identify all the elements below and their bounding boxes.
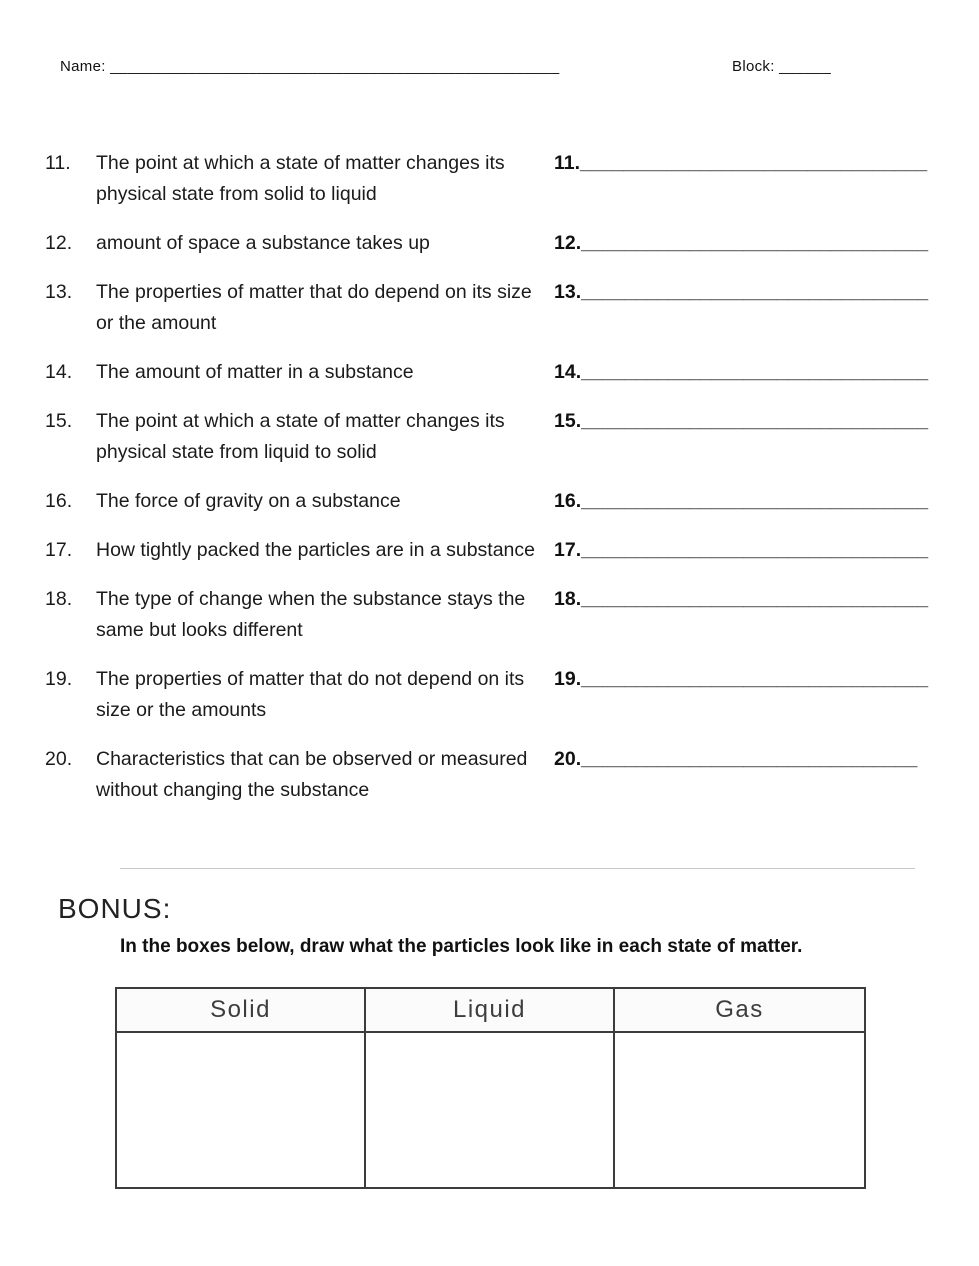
answer-line: ________________________________ [581,361,929,383]
question-row [45,406,937,468]
draw-box-liquid [366,1033,615,1187]
question-number: 16. [45,490,73,512]
question-row [45,486,937,517]
answer-number: 11. [554,152,581,174]
draw-box-gas [615,1033,864,1187]
name-field [60,58,560,75]
answer-number: 14. [554,361,582,383]
answer-line: ________________________________ [581,668,929,690]
question-text: The properties of matter that do not depend on its size or the amounts [96,668,525,721]
answer-line: ________________________________ [580,152,928,174]
question-number: 15. [45,410,73,432]
header [60,58,919,75]
answer-number: 19. [554,668,582,690]
answer-number: 15. [554,410,582,432]
question-number: 17. [45,539,73,561]
question-row [45,148,937,210]
question-number: 20. [45,748,73,770]
answer-blank [536,228,937,259]
answer-number: 18. [554,588,582,610]
question-text: Characteristics that can be observed or measured without changing the substance [96,748,528,801]
bonus-instruction: In the boxes below, draw what the particles look like in each state of matter. [120,936,803,957]
question-number: 19. [45,668,73,690]
question-number: 11. [45,152,71,174]
question-number: 13. [45,281,73,303]
question-number: 18. [45,588,73,610]
table-header-liquid: Liquid [366,989,615,1033]
answer-line: ________________________________ [581,490,929,512]
name-label: Name: [60,58,106,75]
answer-blank [536,148,937,179]
answer-blank [536,357,937,388]
answer-number: 12. [554,232,582,254]
question-number: 14. [45,361,73,383]
question-text: amount of space a substance takes up [96,232,430,254]
question-text: The force of gravity on a substance [96,490,401,512]
answer-blank [536,277,937,308]
table-header-gas: Gas [615,989,864,1033]
answer-blank [536,584,937,615]
answer-blank [536,406,937,437]
question-row [45,535,937,566]
bonus-title: BONUS: [58,893,172,924]
question-text: The point at which a state of matter changes its physical state from solid to liquid [96,152,505,205]
question-text: The properties of matter that do depend on its size or the amount [96,281,532,334]
particles-table [115,987,866,1189]
question-row [45,357,937,388]
answer-line: ________________________________ [581,410,929,432]
question-text: The type of change when the substance stays the same but looks different [96,588,526,641]
answer-number: 20. [554,748,582,770]
name-blank-line: ____________________________________________________ [110,58,560,75]
answer-number: 13. [554,281,582,303]
answer-line: _______________________________ [581,748,918,770]
section-divider [120,868,915,869]
answer-line: ________________________________ [581,588,929,610]
question-text: How tightly packed the particles are in a substance [96,539,535,561]
table-header-solid: Solid [117,989,366,1033]
question-text: The amount of matter in a substance [96,361,414,383]
answer-blank [536,664,937,695]
answer-number: 17. [554,539,582,561]
answer-blank [536,486,937,517]
question-text: The point at which a state of matter changes its physical state from liquid to solid [96,410,505,463]
answer-line: ________________________________ [581,539,929,561]
answer-blank [536,744,937,775]
answer-number: 16. [554,490,582,512]
block-field [732,58,831,75]
question-row [45,228,937,259]
question-row [45,277,937,339]
answer-line: ________________________________ [581,232,929,254]
question-number: 12. [45,232,73,254]
answer-blank [536,535,937,566]
block-blank-line: ______ [779,58,831,75]
question-row [45,584,937,646]
block-label: Block: [732,58,775,75]
question-row [45,744,937,806]
question-row [45,664,937,726]
draw-box-solid [117,1033,366,1187]
answer-line: ________________________________ [581,281,929,303]
questions-list [45,148,937,824]
